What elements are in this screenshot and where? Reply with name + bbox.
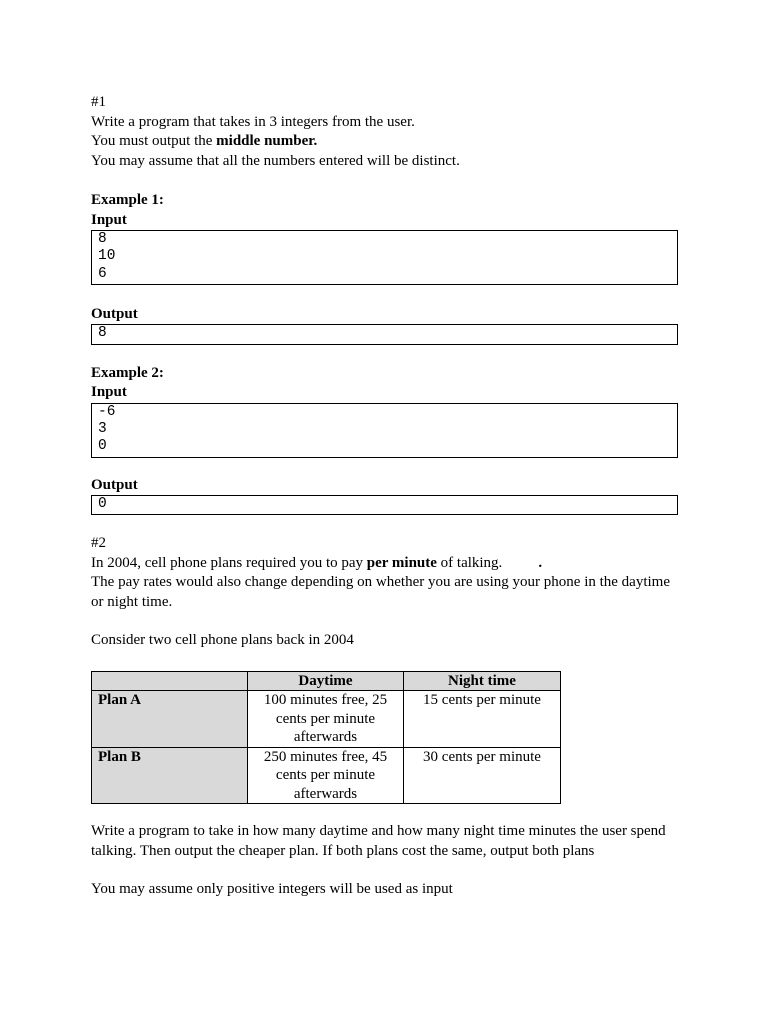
example-2-output-box — [91, 495, 678, 515]
example-2-title: Example 2: — [91, 364, 164, 381]
example-1-input-box — [91, 230, 678, 285]
plan-b-label: Plan B — [92, 747, 248, 804]
example-2-input-label: Input — [91, 384, 127, 401]
plans-table-row — [92, 747, 561, 804]
example-1-output-line: 8 — [98, 325, 107, 342]
question-2-number: #2 — [91, 535, 106, 552]
example-1-output-box — [91, 324, 678, 344]
example-2-input-box — [91, 403, 678, 458]
question-1-line-3: You may assume that all the numbers entered will be distinct. — [91, 152, 460, 169]
question-2-paragraph-2: The pay rates would also change depending on whether you are using your phone in the daytime or night time. — [91, 574, 671, 610]
plans-table — [91, 671, 561, 805]
question-1-line-2 — [91, 132, 679, 152]
plans-table-corner — [92, 671, 248, 691]
question-1-line-2-text: You must output the — [91, 133, 217, 149]
plan-b-night: 30 cents per minute — [404, 747, 561, 804]
stray-period: . — [538, 554, 543, 571]
plan-a-night: 15 cents per minute — [404, 691, 561, 748]
document-page — [91, 93, 679, 900]
example-2-input-line: 0 — [98, 438, 107, 455]
plans-table-row — [92, 691, 561, 748]
question-2-paragraph-3: Consider two cell phone plans back in 2004 — [91, 632, 354, 649]
plans-table-header-night: Night time — [404, 671, 561, 691]
question-2-paragraph-1-text: In 2004, cell phone plans required you to pay — [91, 554, 367, 571]
question-2-paragraph-5: You may assume only positive integers will be used as input — [91, 881, 453, 898]
question-2-paragraph-1-end: of talking. — [436, 554, 503, 571]
question-1-number: #1 — [91, 94, 106, 110]
example-2-input-line: 3 — [98, 420, 107, 437]
question-1-line-1: Write a program that takes in 3 integers from the user. — [91, 113, 415, 130]
example-1-input-label: Input — [91, 211, 127, 228]
middle-number-emphasis: middle number. — [216, 133, 318, 149]
plan-a-label: Plan A — [92, 691, 248, 748]
example-2-input-line: -6 — [98, 403, 116, 420]
example-1-input-line: 10 — [98, 248, 116, 265]
plans-table-header-daytime: Daytime — [248, 671, 404, 691]
example-1-output-label: Output — [91, 305, 138, 322]
example-2-output-line: 0 — [98, 496, 107, 513]
question-2-paragraph-4: Write a program to take in how many daytime and how many night time minutes the user spend talking. Then output the cheaper plan. If both plans cost the same, output both plans — [91, 823, 666, 859]
plan-a-daytime: 100 minutes free, 25 cents per minute afterwards — [248, 691, 404, 748]
example-1-input-line: 6 — [98, 265, 107, 282]
question-2-paragraph-1 — [91, 554, 679, 574]
plan-b-daytime: 250 minutes free, 45 cents per minute afterwards — [248, 747, 404, 804]
example-2-output-label: Output — [91, 476, 138, 493]
plans-table-header-row — [92, 671, 561, 691]
example-1-title: Example 1: — [91, 192, 164, 208]
example-1-input-line: 8 — [98, 231, 107, 247]
per-minute-emphasis: per minute — [366, 554, 437, 571]
